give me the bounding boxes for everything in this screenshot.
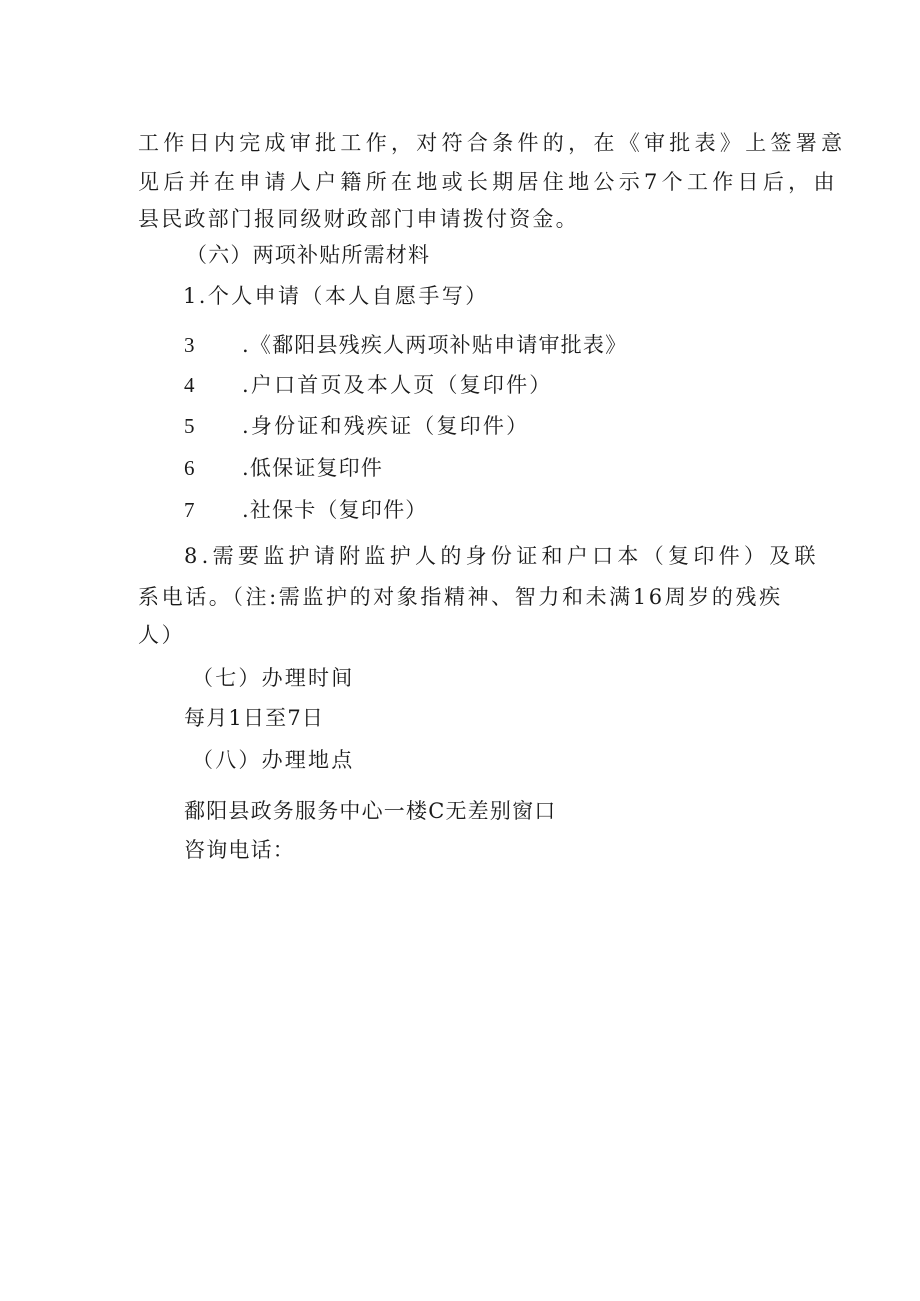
paragraph-line: 工作日内完成审批工作，对符合条件的，在《审批表》上签署意 <box>138 131 847 155</box>
section-body: 每月1日至7日 <box>184 706 325 730</box>
list-item-number: 4 <box>184 373 195 397</box>
list-item-number: 6 <box>184 456 195 480</box>
list-item: .低保证复印件 <box>242 456 384 480</box>
section-heading: （八）办理地点 <box>192 748 355 772</box>
list-item: 1.个人申请（本人自愿手写） <box>183 284 489 308</box>
section-heading: （七）办理时间 <box>192 666 355 690</box>
paragraph-line: 人） <box>138 623 186 647</box>
list-item: .户口首页及本人页（复印件） <box>242 373 553 397</box>
list-item-number: 7 <box>184 498 195 522</box>
list-item: .身份证和残疾证（复印件） <box>242 414 530 438</box>
paragraph-line: 系电话。（注:需监护的对象指精神、智力和未满16周岁的残疾 <box>138 585 783 609</box>
list-item: 8.需要监护请附监护人的身份证和户口本（复印件）及联 <box>184 544 820 568</box>
section-heading: （六）两项补贴所需材料 <box>186 243 431 267</box>
list-item-number: 5 <box>184 414 195 438</box>
list-item: .《鄱阳县残疾人两项补贴申请审批表》 <box>242 333 628 357</box>
section-body: 鄱阳县政务服务中心一楼C无差别窗口 <box>184 799 557 823</box>
paragraph-line: 县民政部门报同级财政部门申请拨付资金。 <box>138 207 579 231</box>
list-item-number: 3 <box>184 333 195 357</box>
consult-phone-label: 咨询电话： <box>184 838 295 862</box>
paragraph-line: 见后并在申请人户籍所在地或长期居住地公示7个工作日后，由 <box>138 170 839 194</box>
list-item: .社保卡（复印件） <box>242 498 428 522</box>
